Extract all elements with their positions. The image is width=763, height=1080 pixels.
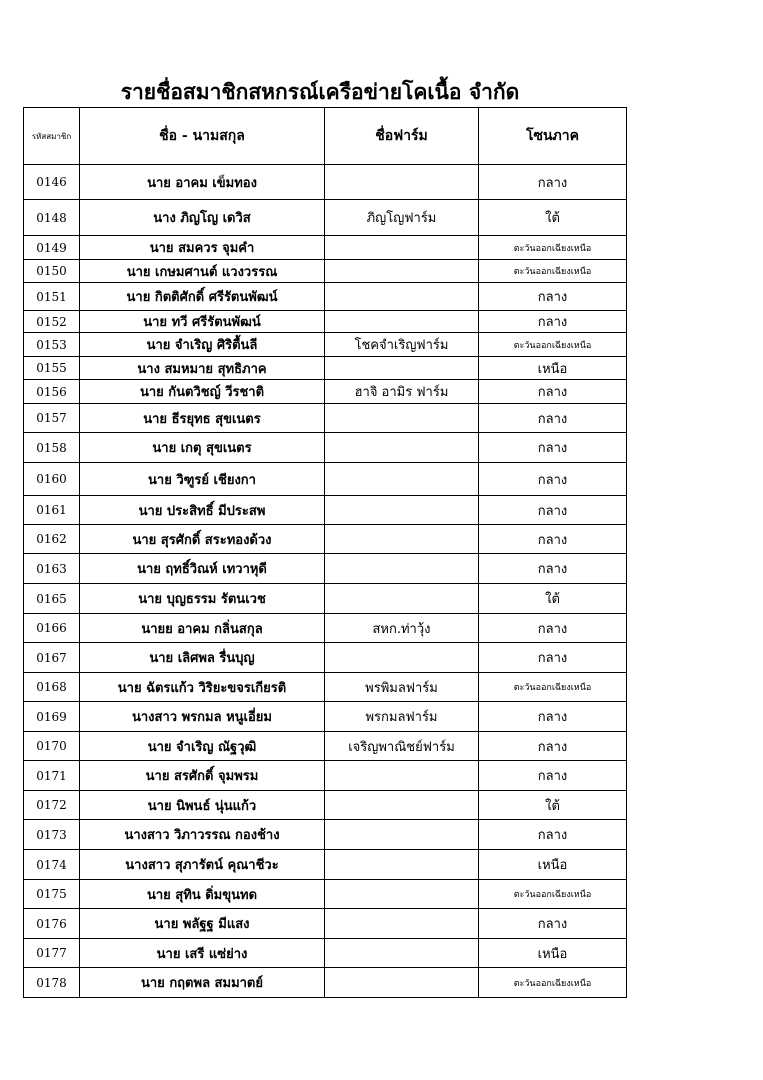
member-code-cell: 0171 — [24, 761, 80, 791]
zone-cell: เหนือ — [479, 850, 627, 880]
member-code-cell: 0172 — [24, 791, 80, 820]
table-row — [24, 357, 627, 380]
member-name-cell: นาย ฉัตรแก้ว วิริยะขจรเกียรติ — [80, 673, 325, 702]
zone-cell: กลาง — [479, 496, 627, 525]
member-name-cell: นาย จำเริญ ศิริตื้นลี — [80, 333, 325, 357]
header-member-code: รหัสสมาชิก — [24, 108, 80, 165]
farm-name-cell — [325, 791, 479, 820]
member-code-cell: 0176 — [24, 909, 80, 939]
member-code-cell: 0146 — [24, 165, 80, 200]
member-name-cell: นาย ประสิทธิ์ มีประสพ — [80, 496, 325, 525]
farm-name-cell — [325, 643, 479, 673]
zone-cell: กลาง — [479, 702, 627, 732]
member-code-cell: 0160 — [24, 463, 80, 496]
zone-cell: ใต้ — [479, 584, 627, 614]
farm-name-cell — [325, 260, 479, 283]
table-header-row — [24, 108, 627, 165]
table-row — [24, 525, 627, 554]
member-name-cell: นายย อาคม กลิ่นสกุล — [80, 614, 325, 643]
member-name-cell: นาย สุทิน ดิ่มขุนทด — [80, 880, 325, 909]
member-code-cell: 0169 — [24, 702, 80, 732]
zone-cell: เหนือ — [479, 357, 627, 380]
farm-name-cell: สหก.ท่าวุ้ง — [325, 614, 479, 643]
member-name-cell: นาย เกตุ สุขเนตร — [80, 433, 325, 463]
member-code-cell: 0155 — [24, 357, 80, 380]
zone-cell: ตะวันออกเฉียงเหนือ — [479, 260, 627, 283]
farm-name-cell — [325, 968, 479, 998]
farm-name-cell — [325, 820, 479, 850]
zone-cell: กลาง — [479, 433, 627, 463]
farm-name-cell: ภิญโญฟาร์ม — [325, 200, 479, 236]
table-row — [24, 968, 627, 998]
zone-cell: ตะวันออกเฉียงเหนือ — [479, 880, 627, 909]
member-name-cell: นาย สุรศักดิ์ สระทองด้วง — [80, 525, 325, 554]
member-code-cell: 0170 — [24, 732, 80, 761]
table-row — [24, 333, 627, 357]
farm-name-cell: พรกมลฟาร์ม — [325, 702, 479, 732]
table-row — [24, 643, 627, 673]
member-name-cell: นาย เลิศพล รื่นบุญ — [80, 643, 325, 673]
farm-name-cell — [325, 525, 479, 554]
farm-name-cell: เจริญพาณิชย์ฟาร์ม — [325, 732, 479, 761]
member-code-cell: 0151 — [24, 283, 80, 311]
table-row — [24, 732, 627, 761]
member-code-cell: 0168 — [24, 673, 80, 702]
member-name-cell: นาย เกษมศานต์ แวงวรรณ — [80, 260, 325, 283]
member-name-cell: นาย จำเริญ ณัฐวุฒิ — [80, 732, 325, 761]
table-row — [24, 463, 627, 496]
zone-cell: ตะวันออกเฉียงเหนือ — [479, 236, 627, 260]
member-name-cell: นาย กฤตพล สมมาตย์ — [80, 968, 325, 998]
zone-cell: ตะวันออกเฉียงเหนือ — [479, 968, 627, 998]
table-row — [24, 702, 627, 732]
header-full-name: ชื่อ - นามสกุล — [80, 108, 325, 165]
zone-cell: กลาง — [479, 283, 627, 311]
zone-cell: กลาง — [479, 761, 627, 791]
table-row — [24, 820, 627, 850]
farm-name-cell — [325, 236, 479, 260]
member-code-cell: 0149 — [24, 236, 80, 260]
table-row — [24, 584, 627, 614]
farm-name-cell — [325, 404, 479, 433]
member-name-cell: นาย กันตวิชญ์ วีรชาติ — [80, 380, 325, 404]
member-name-cell: นางสาว สุภารัตน์ คุณาชีวะ — [80, 850, 325, 880]
table-row — [24, 380, 627, 404]
member-code-cell: 0166 — [24, 614, 80, 643]
farm-name-cell — [325, 761, 479, 791]
member-code-cell: 0178 — [24, 968, 80, 998]
member-name-cell: นาย นิพนธ์ นุ่นแก้ว — [80, 791, 325, 820]
member-name-cell: นาย ทวี ศรีรัตนพัฒน์ — [80, 311, 325, 333]
member-name-cell: นาย เสรี แซ่ย่าง — [80, 939, 325, 968]
member-name-cell: นาย บุญธรรม รัตนเวช — [80, 584, 325, 614]
zone-cell: กลาง — [479, 463, 627, 496]
member-code-cell: 0156 — [24, 380, 80, 404]
farm-name-cell — [325, 909, 479, 939]
farm-name-cell — [325, 463, 479, 496]
member-name-cell: นางสาว วิภาวรรณ กองช้าง — [80, 820, 325, 850]
member-code-cell: 0158 — [24, 433, 80, 463]
table-row — [24, 761, 627, 791]
zone-cell: ใต้ — [479, 200, 627, 236]
table-row — [24, 673, 627, 702]
farm-name-cell — [325, 880, 479, 909]
zone-cell: กลาง — [479, 643, 627, 673]
table-row — [24, 850, 627, 880]
zone-cell: กลาง — [479, 165, 627, 200]
farm-name-cell — [325, 165, 479, 200]
member-code-cell: 0177 — [24, 939, 80, 968]
farm-name-cell: ฮาจิ อามิร ฟาร์ม — [325, 380, 479, 404]
member-name-cell: นาย ธีรยุทธ สุขเนตร — [80, 404, 325, 433]
zone-cell: กลาง — [479, 404, 627, 433]
member-code-cell: 0167 — [24, 643, 80, 673]
farm-name-cell — [325, 311, 479, 333]
member-code-cell: 0157 — [24, 404, 80, 433]
table-row — [24, 236, 627, 260]
farm-name-cell — [325, 357, 479, 380]
table-row — [24, 311, 627, 333]
zone-cell: กลาง — [479, 554, 627, 584]
member-name-cell: นาง ภิญโญ เดวิส — [80, 200, 325, 236]
member-code-cell: 0175 — [24, 880, 80, 909]
zone-cell: กลาง — [479, 614, 627, 643]
table-row — [24, 200, 627, 236]
table-row — [24, 614, 627, 643]
table-row — [24, 260, 627, 283]
table-row — [24, 880, 627, 909]
member-name-cell: นางสาว พรกมล หนูเอี่ยม — [80, 702, 325, 732]
zone-cell: กลาง — [479, 909, 627, 939]
page-title: รายชื่อสมาชิกสหกรณ์เครือข่ายโคเนื้อ จำกัด — [120, 79, 520, 104]
header-farm-name: ชื่อฟาร์ม — [325, 108, 479, 165]
member-code-cell: 0150 — [24, 260, 80, 283]
table-row — [24, 554, 627, 584]
zone-cell: กลาง — [479, 820, 627, 850]
member-name-cell: นาย สรศักดิ์ จุมพรม — [80, 761, 325, 791]
header-zone: โซนภาค — [479, 108, 627, 165]
member-code-cell: 0161 — [24, 496, 80, 525]
member-name-cell: นาย ฤทธิ์วิณห์ เทวาหุดี — [80, 554, 325, 584]
table-row — [24, 496, 627, 525]
zone-cell: กลาง — [479, 525, 627, 554]
table-row — [24, 909, 627, 939]
member-name-cell: นาย อาคม เข็มทอง — [80, 165, 325, 200]
member-code-cell: 0153 — [24, 333, 80, 357]
farm-name-cell: พรพิมลฟาร์ม — [325, 673, 479, 702]
zone-cell: กลาง — [479, 380, 627, 404]
member-name-cell: นาย กิตติศักดิ์ ศรีรัตนพัฒน์ — [80, 283, 325, 311]
zone-cell: กลาง — [479, 311, 627, 333]
zone-cell: ตะวันออกเฉียงเหนือ — [479, 333, 627, 357]
table-row — [24, 939, 627, 968]
member-code-cell: 0163 — [24, 554, 80, 584]
zone-cell: เหนือ — [479, 939, 627, 968]
zone-cell: ใต้ — [479, 791, 627, 820]
farm-name-cell — [325, 283, 479, 311]
member-name-cell: นาย พลัฐฐ มีแสง — [80, 909, 325, 939]
zone-cell: ตะวันออกเฉียงเหนือ — [479, 673, 627, 702]
table-row — [24, 165, 627, 200]
member-code-cell: 0152 — [24, 311, 80, 333]
farm-name-cell — [325, 554, 479, 584]
farm-name-cell — [325, 496, 479, 525]
member-code-cell: 0162 — [24, 525, 80, 554]
table-row — [24, 433, 627, 463]
table-row — [24, 404, 627, 433]
member-code-cell: 0173 — [24, 820, 80, 850]
farm-name-cell — [325, 850, 479, 880]
farm-name-cell: โชคจำเริญฟาร์ม — [325, 333, 479, 357]
member-code-cell: 0174 — [24, 850, 80, 880]
member-name-cell: นาย วิฑูรย์ เชียงกา — [80, 463, 325, 496]
table-row — [24, 283, 627, 311]
farm-name-cell — [325, 584, 479, 614]
member-table — [23, 107, 627, 998]
zone-cell: กลาง — [479, 732, 627, 761]
member-code-cell: 0148 — [24, 200, 80, 236]
farm-name-cell — [325, 939, 479, 968]
member-name-cell: นาง สมหมาย สุทธิภาค — [80, 357, 325, 380]
farm-name-cell — [325, 433, 479, 463]
member-name-cell: นาย สมควร จุมคำ — [80, 236, 325, 260]
member-code-cell: 0165 — [24, 584, 80, 614]
table-row — [24, 791, 627, 820]
